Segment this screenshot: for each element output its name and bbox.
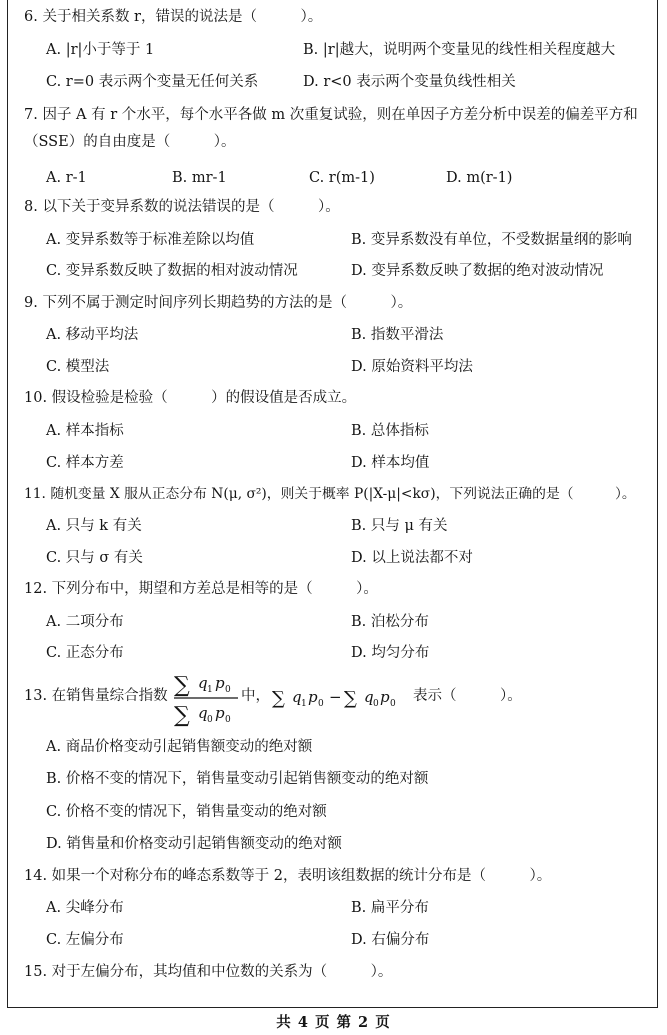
question-13-option-c: C. 价格不变的情况下，销售量变动的绝对额 bbox=[46, 804, 327, 820]
svg-text:∑: ∑ bbox=[174, 703, 190, 728]
svg-text:q: q bbox=[292, 688, 302, 706]
svg-text:0: 0 bbox=[207, 715, 213, 725]
question-9-option-b: B. 指数平滑法 bbox=[351, 327, 444, 343]
question-7-option-c: C. r(m-1) bbox=[309, 170, 375, 186]
question-13-option-b: B. 价格不变的情况下，销售量变动引起销售额变动的绝对额 bbox=[46, 771, 429, 787]
question-11-option-a: A. 只与 k 有关 bbox=[46, 518, 142, 534]
question-12-option-d: D. 均匀分布 bbox=[351, 645, 430, 661]
question-11-stem: 11. 随机变量 X 服从正态分布 N(μ, σ²)，则关于概率 P(|X-μ|<kσ)，下列说法正确的是（ ）。 bbox=[24, 486, 636, 502]
question-14-option-b: B. 扁平分布 bbox=[351, 900, 429, 916]
question-12-option-c: C. 正态分布 bbox=[46, 645, 124, 661]
svg-text:0: 0 bbox=[390, 699, 396, 709]
svg-text:0: 0 bbox=[225, 685, 231, 695]
question-6-option-d: D. r<0 表示两个变量负线性相关 bbox=[303, 74, 516, 90]
svg-text:p: p bbox=[215, 704, 225, 722]
difference-expression bbox=[272, 682, 410, 712]
svg-text:p: p bbox=[215, 674, 225, 692]
question-13-stem-mid: 中， bbox=[241, 688, 270, 704]
question-6-option-b: B. |r|越大，说明两个变量见的线性相关程度越大 bbox=[303, 42, 616, 58]
question-8-option-d: D. 变异系数反映了数据的绝对波动情况 bbox=[351, 263, 604, 279]
svg-text:1: 1 bbox=[301, 699, 307, 709]
svg-text:0: 0 bbox=[318, 699, 324, 709]
svg-text:q: q bbox=[198, 674, 208, 692]
svg-text:∑: ∑ bbox=[174, 673, 190, 698]
question-9-stem: 9. 下列不属于测定时间序列长期趋势的方法的是（ ）。 bbox=[24, 295, 413, 311]
svg-text:∑: ∑ bbox=[344, 688, 357, 709]
question-10-option-a: A. 样本指标 bbox=[46, 423, 124, 439]
question-10-stem: 10. 假设检验是检验（ ）的假设值是否成立。 bbox=[24, 390, 357, 406]
svg-text:q: q bbox=[198, 704, 208, 722]
question-13-stem-head: 13. 在销售量综合指数 bbox=[24, 688, 168, 704]
svg-text:p: p bbox=[308, 688, 318, 706]
question-6-option-c: C. r=0 表示两个变量无任何关系 bbox=[46, 74, 259, 90]
question-11-option-d: D. 以上说法都不对 bbox=[351, 550, 473, 566]
question-7-option-a: A. r-1 bbox=[46, 170, 87, 186]
question-6-stem: 6. 关于相关系数 r，错误的说法是（ ）。 bbox=[24, 9, 323, 25]
question-13-stem-end: 表示（ ）。 bbox=[413, 688, 522, 704]
svg-text:1: 1 bbox=[207, 685, 213, 695]
question-8-option-c: C. 变异系数反映了数据的相对波动情况 bbox=[46, 263, 298, 279]
question-9-option-c: C. 模型法 bbox=[46, 359, 110, 375]
question-10-option-c: C. 样本方差 bbox=[46, 455, 124, 471]
question-10-option-b: B. 总体指标 bbox=[351, 423, 429, 439]
svg-text:q: q bbox=[364, 688, 374, 706]
question-12-option-b: B. 泊松分布 bbox=[351, 614, 429, 630]
question-7-option-d: D. m(r-1) bbox=[446, 170, 513, 186]
svg-text:0: 0 bbox=[373, 699, 379, 709]
svg-text:∑: ∑ bbox=[272, 688, 285, 709]
question-6-option-a: A. |r|小于等于 1 bbox=[46, 42, 155, 58]
question-8-option-b: B. 变异系数没有单位，不受数据量纲的影响 bbox=[351, 232, 632, 248]
aggregate-difference-formula bbox=[272, 682, 410, 712]
question-11-option-b: B. 只与 μ 有关 bbox=[351, 518, 448, 534]
question-10-option-d: D. 样本均值 bbox=[351, 455, 430, 471]
page-border-left bbox=[7, 0, 8, 1008]
question-14-stem: 14. 如果一个对称分布的峰态系数等于 2，表明该组数据的统计分布是（ ）。 bbox=[24, 868, 552, 884]
svg-text:p: p bbox=[380, 688, 390, 706]
question-14-option-a: A. 尖峰分布 bbox=[46, 900, 124, 916]
question-7-option-b: B. mr-1 bbox=[172, 170, 227, 186]
question-15-stem: 15. 对于左偏分布，其均值和中位数的关系为（ ）。 bbox=[24, 964, 393, 980]
svg-text:0: 0 bbox=[225, 715, 231, 725]
question-13-option-a: A. 商品价格变动引起销售额变动的绝对额 bbox=[46, 739, 313, 755]
question-12-option-a: A. 二项分布 bbox=[46, 614, 124, 630]
svg-text:−: − bbox=[329, 688, 342, 706]
question-9-option-d: D. 原始资料平均法 bbox=[351, 359, 473, 375]
question-9-option-a: A. 移动平均法 bbox=[46, 327, 139, 343]
question-13-option-d: D. 销售量和价格变动引起销售额变动的绝对额 bbox=[46, 836, 342, 852]
page-number-footer: 共 4 页 第 2 页 bbox=[276, 1014, 391, 1031]
question-14-option-d: D. 右偏分布 bbox=[351, 932, 430, 948]
page-border-right bbox=[657, 0, 658, 1008]
page-border-bottom bbox=[7, 1007, 658, 1008]
question-12-stem: 12. 下列分布中，期望和方差总是相等的是（ ）。 bbox=[24, 581, 378, 597]
question-14-option-c: C. 左偏分布 bbox=[46, 932, 124, 948]
question-11-option-c: C. 只与 σ 有关 bbox=[46, 550, 143, 566]
question-7-stem: 7. 因子 A 有 r 个水平，每个水平各做 m 次重复试验，则在单因子方差分析中误差的偏差平方和（SSE）的自由度是（ ）。 bbox=[24, 107, 638, 150]
question-8-option-a: A. 变异系数等于标准差除以均值 bbox=[46, 232, 255, 248]
question-8-stem: 8. 以下关于变异系数的说法错误的是（ ）。 bbox=[24, 199, 340, 215]
